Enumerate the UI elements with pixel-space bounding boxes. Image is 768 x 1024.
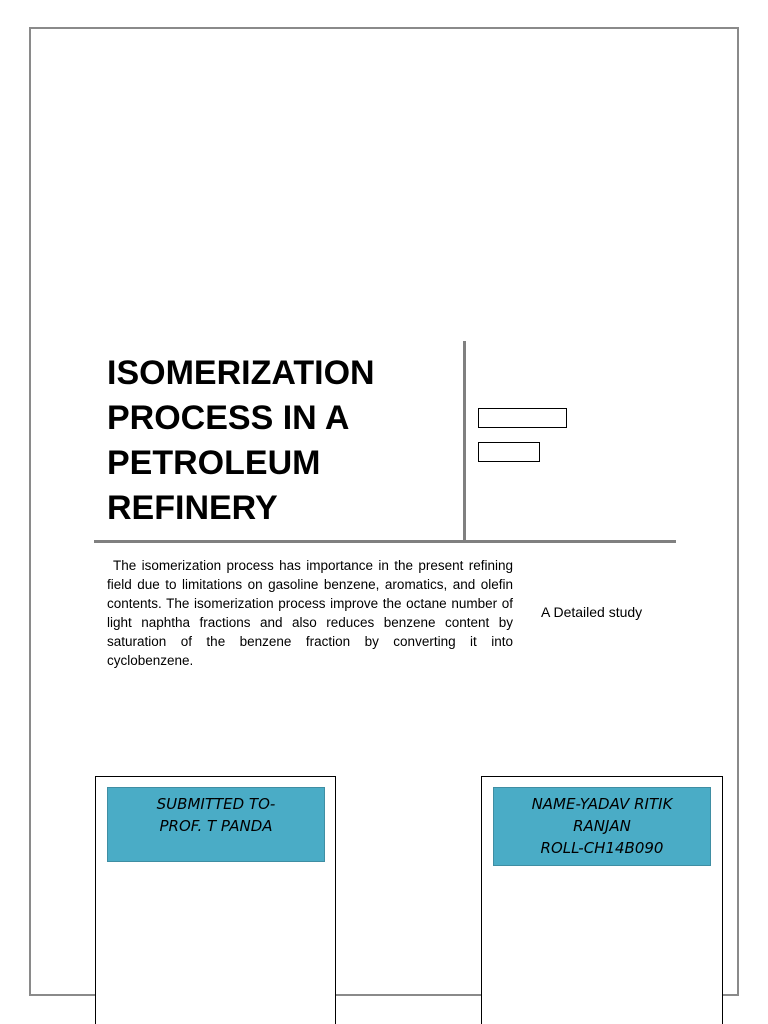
author-field-box (478, 442, 540, 462)
submitted-to-label (107, 787, 325, 862)
date-field-box (478, 408, 567, 428)
horizontal-divider (94, 540, 676, 543)
abstract-text: The isomerization process has importance in the present refining field due to limitations on gasoline benzene, aromatics, and olefin contents. The isomerization process improve the octane number of light naphtha fractions and also reduces benzene content by saturation of the benzene fraction by converting it into cyclobenzene. (107, 558, 513, 668)
roll-number: ROLL-CH14B090 (540, 839, 664, 857)
student-card (481, 776, 723, 1024)
vertical-divider (463, 341, 466, 541)
submitted-to-heading: SUBMITTED TO- (156, 795, 276, 813)
professor-name: PROF. T PANDA (159, 817, 273, 835)
document-subtitle: A Detailed study (541, 604, 643, 620)
submitted-to-card (95, 776, 336, 1024)
student-name-continued: RANJAN (573, 817, 631, 835)
student-name: NAME-YADAV RITIK (531, 795, 673, 813)
document-title: ISOMERIZATION PROCESS IN A PETROLEUM REFINERY (107, 354, 375, 527)
student-label (493, 787, 711, 866)
